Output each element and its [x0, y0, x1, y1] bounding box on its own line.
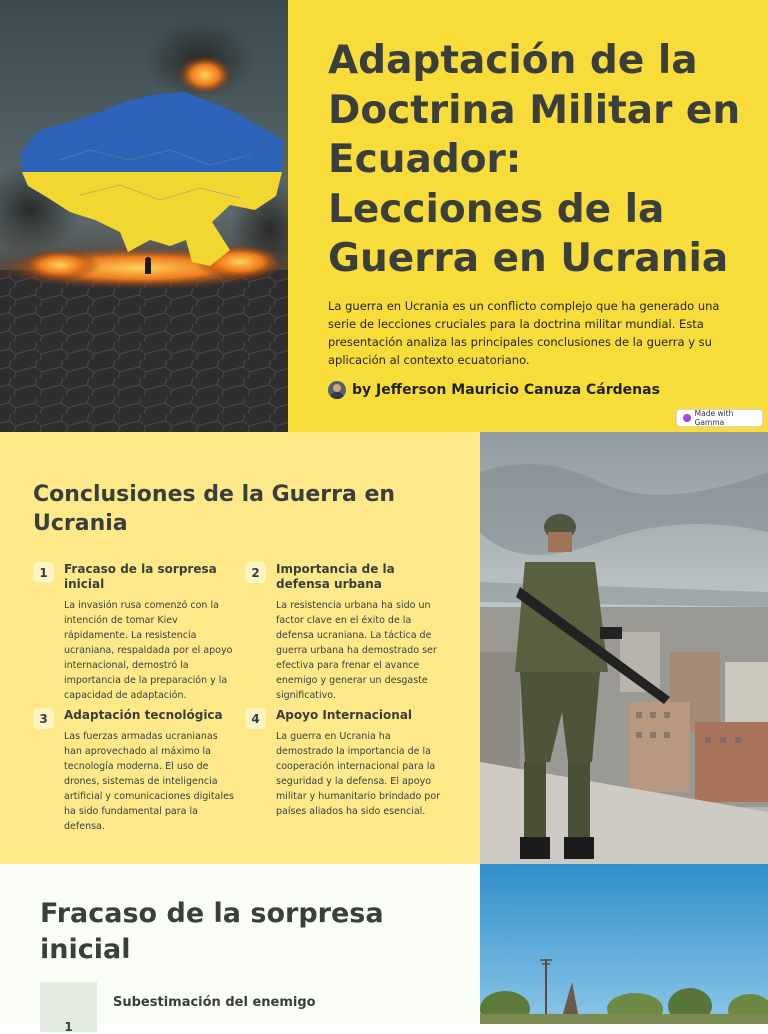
conclusion-text: La resistencia urbana ha sido un factor clave en el éxito de la defensa ucraniana. La táctica de guerra urbana ha demostrado ser efectiva para frenar el avance enemigo y generar un desgaste significativo.	[276, 600, 437, 701]
conclusion-number: 2	[245, 562, 266, 583]
step-title: Subestimación del enemigo	[113, 995, 316, 1010]
step-number: 1	[64, 1020, 73, 1034]
conclusion-number: 1	[33, 562, 54, 583]
step-marker	[40, 982, 97, 1032]
cover-intro: La guerra en Ucrania es un conflicto complejo que ha generado una serie de lecciones cruciales para la doctrina militar mundial. Esta presentación analiza las principales conclusiones de la guerra y su aplicación al contexto ecuatoriano.	[328, 299, 720, 367]
landscape-with-trees-image	[480, 864, 768, 1024]
cover-slide	[0, 0, 768, 432]
conclusion-title: Importancia de la defensa urbana	[276, 562, 395, 591]
avatar	[328, 381, 346, 399]
conclusions-title: Conclusiones de la Guerra en Ucrania	[33, 482, 396, 536]
gamma-badge-label: Made with Gamma	[694, 409, 734, 427]
conclusions-slide	[0, 432, 768, 864]
conclusion-title: Adaptación tecnológica	[64, 708, 223, 722]
author-line	[328, 381, 660, 399]
surprise-title: Fracaso de la sorpresa inicial	[40, 898, 384, 965]
made-with-gamma-badge[interactable]	[676, 409, 763, 427]
conclusion-text: La guerra en Ucrania ha demostrado la importancia de la cooperación internacional para la seguridad y la defensa. El apoyo militar y humanitario brindado por países aliados ha sido esencial.	[276, 731, 441, 817]
conclusion-text: La invasión rusa comenzó con la intención de tomar Kiev rápidamente. La resistencia ucraniana, respaldada por el apoyo internacional, demostró la importancia de la preparación y la capacidad de adaptación.	[64, 600, 233, 701]
cover-title: Adaptación de la Doctrina Militar en Ecuador: Lecciones de la Guerra en Ucrania	[328, 38, 741, 281]
conclusion-number: 4	[245, 708, 266, 729]
conclusion-number: 3	[33, 708, 54, 729]
ukraine-map-explosion-image	[0, 0, 288, 432]
soldier-on-rooftop-image	[480, 432, 768, 864]
conclusion-text: Las fuerzas armadas ucranianas han aprovechado al máximo la tecnología moderna. El uso de drones, sistemas de inteligencia artificial y comunicaciones digitales ha sido fundamental para la defensa.	[64, 731, 234, 832]
conclusion-title: Apoyo Internacional	[276, 708, 413, 722]
conclusion-title: Fracaso de la sorpresa inicial	[64, 562, 217, 591]
gamma-logo-icon	[683, 414, 691, 422]
author-name: by Jefferson Mauricio Canuza Cárdenas	[352, 382, 660, 398]
surprise-slide	[0, 864, 768, 1034]
